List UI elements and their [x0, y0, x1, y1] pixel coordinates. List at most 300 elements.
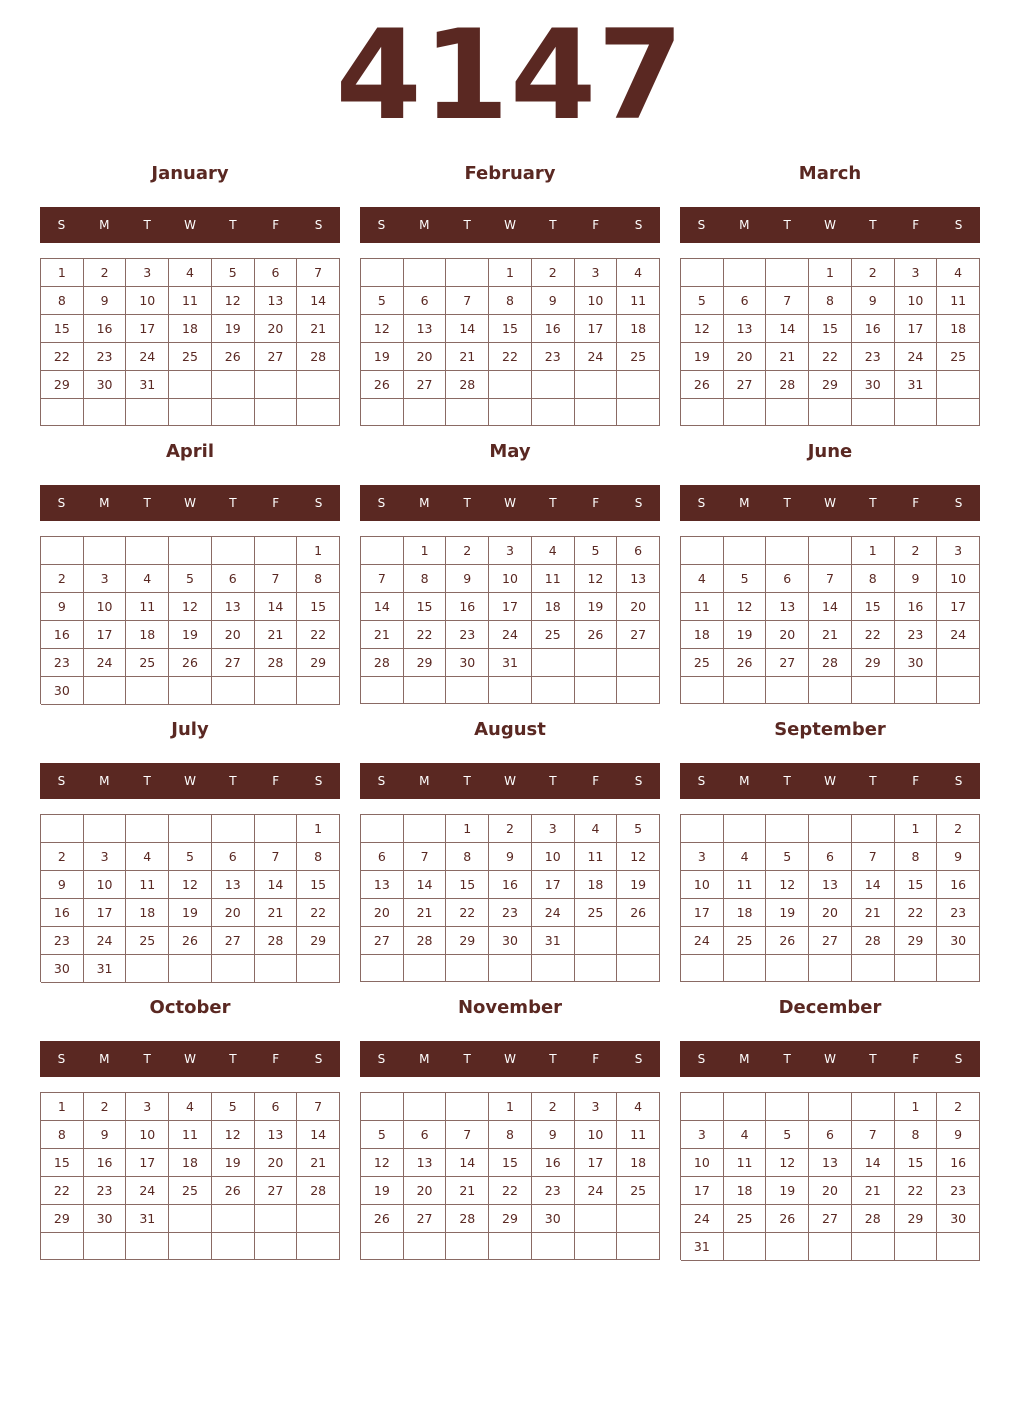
day-cell[interactable]: 17 — [937, 593, 980, 621]
day-cell[interactable]: 8 — [446, 843, 489, 871]
day-cell[interactable]: 14 — [852, 1149, 895, 1177]
day-cell[interactable]: 19 — [724, 621, 767, 649]
day-cell[interactable]: 1 — [297, 537, 340, 565]
day-cell[interactable]: 16 — [446, 593, 489, 621]
day-cell[interactable]: 10 — [681, 871, 724, 899]
day-cell[interactable]: 16 — [937, 1149, 980, 1177]
day-cell[interactable]: 1 — [852, 537, 895, 565]
day-cell[interactable]: 19 — [212, 315, 255, 343]
day-cell[interactable]: 9 — [84, 1121, 127, 1149]
day-cell[interactable]: 3 — [84, 843, 127, 871]
day-cell[interactable]: 10 — [575, 1121, 618, 1149]
day-cell[interactable]: 14 — [809, 593, 852, 621]
day-cell[interactable]: 3 — [681, 1121, 724, 1149]
day-cell[interactable]: 14 — [297, 287, 340, 315]
day-cell[interactable]: 17 — [681, 1177, 724, 1205]
day-cell[interactable]: 31 — [126, 1205, 169, 1233]
day-cell[interactable]: 30 — [84, 1205, 127, 1233]
day-cell[interactable]: 26 — [212, 343, 255, 371]
day-cell[interactable]: 9 — [937, 843, 980, 871]
day-cell[interactable]: 1 — [895, 815, 938, 843]
day-cell[interactable]: 3 — [126, 1093, 169, 1121]
day-cell[interactable]: 25 — [532, 621, 575, 649]
day-cell[interactable]: 12 — [617, 843, 660, 871]
day-cell[interactable]: 29 — [297, 649, 340, 677]
day-cell[interactable]: 20 — [724, 343, 767, 371]
day-cell[interactable]: 9 — [532, 287, 575, 315]
day-cell[interactable]: 1 — [404, 537, 447, 565]
day-cell[interactable]: 22 — [809, 343, 852, 371]
day-cell[interactable]: 26 — [617, 899, 660, 927]
day-cell[interactable]: 7 — [766, 287, 809, 315]
day-cell[interactable]: 18 — [169, 1149, 212, 1177]
day-cell[interactable]: 16 — [41, 621, 84, 649]
day-cell[interactable]: 27 — [617, 621, 660, 649]
day-cell[interactable]: 22 — [297, 621, 340, 649]
day-cell[interactable]: 26 — [766, 927, 809, 955]
day-cell[interactable]: 19 — [766, 899, 809, 927]
day-cell[interactable]: 30 — [446, 649, 489, 677]
day-cell[interactable]: 15 — [852, 593, 895, 621]
day-cell[interactable]: 27 — [255, 1177, 298, 1205]
day-cell[interactable]: 2 — [446, 537, 489, 565]
day-cell[interactable]: 11 — [617, 287, 660, 315]
day-cell[interactable]: 18 — [681, 621, 724, 649]
day-cell[interactable]: 6 — [404, 1121, 447, 1149]
day-cell[interactable]: 29 — [489, 1205, 532, 1233]
day-cell[interactable]: 4 — [617, 259, 660, 287]
day-cell[interactable]: 17 — [575, 1149, 618, 1177]
day-cell[interactable]: 8 — [895, 1121, 938, 1149]
day-cell[interactable]: 20 — [766, 621, 809, 649]
day-cell[interactable]: 1 — [41, 259, 84, 287]
day-cell[interactable]: 31 — [84, 955, 127, 983]
day-cell[interactable]: 2 — [852, 259, 895, 287]
day-cell[interactable]: 12 — [766, 1149, 809, 1177]
day-cell[interactable]: 17 — [126, 315, 169, 343]
day-cell[interactable]: 7 — [361, 565, 404, 593]
day-cell[interactable]: 15 — [895, 871, 938, 899]
day-cell[interactable]: 28 — [766, 371, 809, 399]
day-cell[interactable]: 19 — [169, 899, 212, 927]
day-cell[interactable]: 12 — [361, 315, 404, 343]
day-cell[interactable]: 10 — [681, 1149, 724, 1177]
day-cell[interactable]: 8 — [489, 287, 532, 315]
day-cell[interactable]: 1 — [895, 1093, 938, 1121]
day-cell[interactable]: 7 — [852, 843, 895, 871]
day-cell[interactable]: 2 — [532, 1093, 575, 1121]
day-cell[interactable]: 13 — [212, 871, 255, 899]
day-cell[interactable]: 6 — [766, 565, 809, 593]
day-cell[interactable]: 13 — [255, 1121, 298, 1149]
day-cell[interactable]: 8 — [895, 843, 938, 871]
day-cell[interactable]: 7 — [852, 1121, 895, 1149]
day-cell[interactable]: 26 — [766, 1205, 809, 1233]
day-cell[interactable]: 23 — [446, 621, 489, 649]
day-cell[interactable]: 19 — [361, 1177, 404, 1205]
day-cell[interactable]: 21 — [255, 899, 298, 927]
day-cell[interactable]: 31 — [532, 927, 575, 955]
day-cell[interactable]: 14 — [255, 593, 298, 621]
day-cell[interactable]: 21 — [852, 899, 895, 927]
day-cell[interactable]: 5 — [212, 259, 255, 287]
day-cell[interactable]: 27 — [361, 927, 404, 955]
day-cell[interactable]: 22 — [297, 899, 340, 927]
day-cell[interactable]: 29 — [297, 927, 340, 955]
day-cell[interactable]: 8 — [41, 1121, 84, 1149]
day-cell[interactable]: 16 — [84, 1149, 127, 1177]
day-cell[interactable]: 16 — [41, 899, 84, 927]
day-cell[interactable]: 1 — [489, 1093, 532, 1121]
day-cell[interactable]: 11 — [126, 593, 169, 621]
day-cell[interactable]: 23 — [937, 1177, 980, 1205]
day-cell[interactable]: 17 — [895, 315, 938, 343]
day-cell[interactable]: 7 — [809, 565, 852, 593]
day-cell[interactable]: 8 — [297, 565, 340, 593]
day-cell[interactable]: 24 — [532, 899, 575, 927]
day-cell[interactable]: 24 — [126, 343, 169, 371]
day-cell[interactable]: 19 — [681, 343, 724, 371]
day-cell[interactable]: 15 — [809, 315, 852, 343]
day-cell[interactable]: 2 — [937, 815, 980, 843]
day-cell[interactable]: 7 — [446, 1121, 489, 1149]
day-cell[interactable]: 18 — [575, 871, 618, 899]
day-cell[interactable]: 24 — [895, 343, 938, 371]
day-cell[interactable]: 22 — [404, 621, 447, 649]
day-cell[interactable]: 20 — [255, 315, 298, 343]
day-cell[interactable]: 4 — [937, 259, 980, 287]
day-cell[interactable]: 20 — [212, 621, 255, 649]
day-cell[interactable]: 12 — [575, 565, 618, 593]
day-cell[interactable]: 13 — [404, 315, 447, 343]
day-cell[interactable]: 6 — [404, 287, 447, 315]
day-cell[interactable]: 2 — [84, 1093, 127, 1121]
day-cell[interactable]: 26 — [575, 621, 618, 649]
day-cell[interactable]: 20 — [809, 1177, 852, 1205]
day-cell[interactable]: 7 — [297, 259, 340, 287]
day-cell[interactable]: 14 — [361, 593, 404, 621]
day-cell[interactable]: 16 — [532, 315, 575, 343]
day-cell[interactable]: 4 — [724, 843, 767, 871]
day-cell[interactable]: 24 — [937, 621, 980, 649]
day-cell[interactable]: 23 — [41, 649, 84, 677]
day-cell[interactable]: 21 — [255, 621, 298, 649]
day-cell[interactable]: 21 — [446, 1177, 489, 1205]
day-cell[interactable]: 21 — [297, 315, 340, 343]
day-cell[interactable]: 3 — [575, 259, 618, 287]
day-cell[interactable]: 7 — [255, 565, 298, 593]
day-cell[interactable]: 28 — [297, 343, 340, 371]
day-cell[interactable]: 28 — [852, 1205, 895, 1233]
day-cell[interactable]: 26 — [361, 1205, 404, 1233]
day-cell[interactable]: 10 — [489, 565, 532, 593]
day-cell[interactable]: 14 — [446, 315, 489, 343]
day-cell[interactable]: 23 — [937, 899, 980, 927]
day-cell[interactable]: 2 — [41, 843, 84, 871]
day-cell[interactable]: 2 — [895, 537, 938, 565]
day-cell[interactable]: 3 — [532, 815, 575, 843]
day-cell[interactable]: 20 — [404, 343, 447, 371]
day-cell[interactable]: 16 — [489, 871, 532, 899]
day-cell[interactable]: 11 — [169, 1121, 212, 1149]
day-cell[interactable]: 17 — [126, 1149, 169, 1177]
day-cell[interactable]: 28 — [255, 649, 298, 677]
day-cell[interactable]: 10 — [895, 287, 938, 315]
day-cell[interactable]: 22 — [446, 899, 489, 927]
day-cell[interactable]: 5 — [617, 815, 660, 843]
day-cell[interactable]: 29 — [446, 927, 489, 955]
day-cell[interactable]: 29 — [809, 371, 852, 399]
day-cell[interactable]: 20 — [404, 1177, 447, 1205]
day-cell[interactable]: 16 — [84, 315, 127, 343]
day-cell[interactable]: 18 — [169, 315, 212, 343]
day-cell[interactable]: 9 — [532, 1121, 575, 1149]
day-cell[interactable]: 3 — [575, 1093, 618, 1121]
day-cell[interactable]: 13 — [809, 1149, 852, 1177]
day-cell[interactable]: 20 — [617, 593, 660, 621]
day-cell[interactable]: 8 — [489, 1121, 532, 1149]
day-cell[interactable]: 6 — [212, 565, 255, 593]
day-cell[interactable]: 27 — [212, 927, 255, 955]
day-cell[interactable]: 3 — [489, 537, 532, 565]
day-cell[interactable]: 13 — [617, 565, 660, 593]
day-cell[interactable]: 9 — [895, 565, 938, 593]
day-cell[interactable]: 11 — [532, 565, 575, 593]
day-cell[interactable]: 30 — [852, 371, 895, 399]
day-cell[interactable]: 9 — [937, 1121, 980, 1149]
day-cell[interactable]: 5 — [575, 537, 618, 565]
day-cell[interactable]: 6 — [361, 843, 404, 871]
day-cell[interactable]: 31 — [681, 1233, 724, 1261]
day-cell[interactable]: 30 — [84, 371, 127, 399]
day-cell[interactable]: 28 — [255, 927, 298, 955]
day-cell[interactable]: 16 — [937, 871, 980, 899]
day-cell[interactable]: 25 — [126, 927, 169, 955]
day-cell[interactable]: 2 — [489, 815, 532, 843]
day-cell[interactable]: 28 — [852, 927, 895, 955]
day-cell[interactable]: 16 — [532, 1149, 575, 1177]
day-cell[interactable]: 9 — [41, 871, 84, 899]
day-cell[interactable]: 5 — [766, 843, 809, 871]
day-cell[interactable]: 4 — [126, 565, 169, 593]
day-cell[interactable]: 12 — [212, 1121, 255, 1149]
day-cell[interactable]: 2 — [41, 565, 84, 593]
day-cell[interactable]: 10 — [126, 287, 169, 315]
day-cell[interactable]: 8 — [404, 565, 447, 593]
day-cell[interactable]: 4 — [169, 1093, 212, 1121]
day-cell[interactable]: 30 — [489, 927, 532, 955]
day-cell[interactable]: 11 — [617, 1121, 660, 1149]
day-cell[interactable]: 1 — [809, 259, 852, 287]
day-cell[interactable]: 19 — [617, 871, 660, 899]
day-cell[interactable]: 19 — [169, 621, 212, 649]
day-cell[interactable]: 11 — [575, 843, 618, 871]
day-cell[interactable]: 29 — [404, 649, 447, 677]
day-cell[interactable]: 21 — [446, 343, 489, 371]
day-cell[interactable]: 13 — [255, 287, 298, 315]
day-cell[interactable]: 4 — [681, 565, 724, 593]
day-cell[interactable]: 9 — [84, 287, 127, 315]
day-cell[interactable]: 24 — [681, 927, 724, 955]
day-cell[interactable]: 30 — [937, 927, 980, 955]
day-cell[interactable]: 24 — [84, 649, 127, 677]
day-cell[interactable]: 25 — [169, 1177, 212, 1205]
day-cell[interactable]: 14 — [852, 871, 895, 899]
day-cell[interactable]: 14 — [404, 871, 447, 899]
day-cell[interactable]: 15 — [41, 1149, 84, 1177]
day-cell[interactable]: 21 — [297, 1149, 340, 1177]
day-cell[interactable]: 14 — [255, 871, 298, 899]
day-cell[interactable]: 10 — [126, 1121, 169, 1149]
day-cell[interactable]: 5 — [212, 1093, 255, 1121]
day-cell[interactable]: 28 — [361, 649, 404, 677]
day-cell[interactable]: 5 — [361, 1121, 404, 1149]
day-cell[interactable]: 14 — [297, 1121, 340, 1149]
day-cell[interactable]: 5 — [169, 843, 212, 871]
day-cell[interactable]: 29 — [852, 649, 895, 677]
day-cell[interactable]: 15 — [297, 871, 340, 899]
day-cell[interactable]: 27 — [255, 343, 298, 371]
day-cell[interactable]: 17 — [489, 593, 532, 621]
day-cell[interactable]: 4 — [532, 537, 575, 565]
day-cell[interactable]: 2 — [84, 259, 127, 287]
day-cell[interactable]: 28 — [809, 649, 852, 677]
day-cell[interactable]: 4 — [724, 1121, 767, 1149]
day-cell[interactable]: 26 — [169, 927, 212, 955]
day-cell[interactable]: 23 — [532, 1177, 575, 1205]
day-cell[interactable]: 23 — [532, 343, 575, 371]
day-cell[interactable]: 30 — [41, 955, 84, 983]
day-cell[interactable]: 15 — [489, 315, 532, 343]
day-cell[interactable]: 31 — [489, 649, 532, 677]
day-cell[interactable]: 15 — [297, 593, 340, 621]
day-cell[interactable]: 24 — [681, 1205, 724, 1233]
day-cell[interactable]: 10 — [84, 871, 127, 899]
day-cell[interactable]: 6 — [212, 843, 255, 871]
day-cell[interactable]: 25 — [617, 1177, 660, 1205]
day-cell[interactable]: 25 — [724, 1205, 767, 1233]
day-cell[interactable]: 5 — [766, 1121, 809, 1149]
day-cell[interactable]: 16 — [895, 593, 938, 621]
day-cell[interactable]: 11 — [724, 871, 767, 899]
day-cell[interactable]: 5 — [681, 287, 724, 315]
day-cell[interactable]: 26 — [361, 371, 404, 399]
day-cell[interactable]: 25 — [617, 343, 660, 371]
day-cell[interactable]: 5 — [361, 287, 404, 315]
day-cell[interactable]: 31 — [126, 371, 169, 399]
day-cell[interactable]: 27 — [809, 1205, 852, 1233]
day-cell[interactable]: 21 — [361, 621, 404, 649]
day-cell[interactable]: 8 — [809, 287, 852, 315]
day-cell[interactable]: 19 — [766, 1177, 809, 1205]
day-cell[interactable]: 9 — [41, 593, 84, 621]
day-cell[interactable]: 16 — [852, 315, 895, 343]
day-cell[interactable]: 10 — [532, 843, 575, 871]
day-cell[interactable]: 6 — [617, 537, 660, 565]
day-cell[interactable]: 4 — [169, 259, 212, 287]
day-cell[interactable]: 17 — [681, 899, 724, 927]
day-cell[interactable]: 12 — [212, 287, 255, 315]
day-cell[interactable]: 21 — [766, 343, 809, 371]
day-cell[interactable]: 18 — [126, 899, 169, 927]
day-cell[interactable]: 12 — [169, 593, 212, 621]
day-cell[interactable]: 7 — [255, 843, 298, 871]
day-cell[interactable]: 17 — [532, 871, 575, 899]
day-cell[interactable]: 10 — [937, 565, 980, 593]
day-cell[interactable]: 30 — [937, 1205, 980, 1233]
day-cell[interactable]: 14 — [766, 315, 809, 343]
day-cell[interactable]: 27 — [809, 927, 852, 955]
day-cell[interactable]: 28 — [446, 371, 489, 399]
day-cell[interactable]: 15 — [489, 1149, 532, 1177]
day-cell[interactable]: 11 — [169, 287, 212, 315]
day-cell[interactable]: 17 — [84, 621, 127, 649]
day-cell[interactable]: 24 — [575, 1177, 618, 1205]
day-cell[interactable]: 6 — [724, 287, 767, 315]
day-cell[interactable]: 13 — [404, 1149, 447, 1177]
day-cell[interactable]: 29 — [895, 1205, 938, 1233]
day-cell[interactable]: 29 — [895, 927, 938, 955]
day-cell[interactable]: 24 — [84, 927, 127, 955]
day-cell[interactable]: 29 — [41, 371, 84, 399]
day-cell[interactable]: 3 — [937, 537, 980, 565]
day-cell[interactable]: 1 — [41, 1093, 84, 1121]
day-cell[interactable]: 11 — [126, 871, 169, 899]
day-cell[interactable]: 18 — [617, 1149, 660, 1177]
day-cell[interactable]: 7 — [404, 843, 447, 871]
day-cell[interactable]: 9 — [489, 843, 532, 871]
day-cell[interactable]: 3 — [126, 259, 169, 287]
day-cell[interactable]: 19 — [212, 1149, 255, 1177]
day-cell[interactable]: 23 — [852, 343, 895, 371]
day-cell[interactable]: 7 — [297, 1093, 340, 1121]
day-cell[interactable]: 20 — [255, 1149, 298, 1177]
day-cell[interactable]: 5 — [169, 565, 212, 593]
day-cell[interactable]: 12 — [169, 871, 212, 899]
day-cell[interactable]: 31 — [895, 371, 938, 399]
day-cell[interactable]: 22 — [489, 343, 532, 371]
day-cell[interactable]: 23 — [84, 343, 127, 371]
day-cell[interactable]: 25 — [937, 343, 980, 371]
day-cell[interactable]: 15 — [41, 315, 84, 343]
day-cell[interactable]: 18 — [724, 1177, 767, 1205]
day-cell[interactable]: 2 — [937, 1093, 980, 1121]
day-cell[interactable]: 18 — [724, 899, 767, 927]
day-cell[interactable]: 22 — [41, 1177, 84, 1205]
day-cell[interactable]: 13 — [361, 871, 404, 899]
day-cell[interactable]: 1 — [446, 815, 489, 843]
day-cell[interactable]: 3 — [895, 259, 938, 287]
day-cell[interactable]: 5 — [724, 565, 767, 593]
day-cell[interactable]: 6 — [809, 843, 852, 871]
day-cell[interactable]: 3 — [681, 843, 724, 871]
day-cell[interactable]: 8 — [41, 287, 84, 315]
day-cell[interactable]: 13 — [724, 315, 767, 343]
day-cell[interactable]: 22 — [895, 899, 938, 927]
day-cell[interactable]: 27 — [404, 1205, 447, 1233]
day-cell[interactable]: 22 — [852, 621, 895, 649]
day-cell[interactable]: 4 — [575, 815, 618, 843]
day-cell[interactable]: 17 — [84, 899, 127, 927]
day-cell[interactable]: 14 — [446, 1149, 489, 1177]
day-cell[interactable]: 12 — [681, 315, 724, 343]
day-cell[interactable]: 9 — [852, 287, 895, 315]
day-cell[interactable]: 28 — [297, 1177, 340, 1205]
day-cell[interactable]: 1 — [297, 815, 340, 843]
day-cell[interactable]: 13 — [766, 593, 809, 621]
day-cell[interactable]: 27 — [724, 371, 767, 399]
day-cell[interactable]: 18 — [126, 621, 169, 649]
